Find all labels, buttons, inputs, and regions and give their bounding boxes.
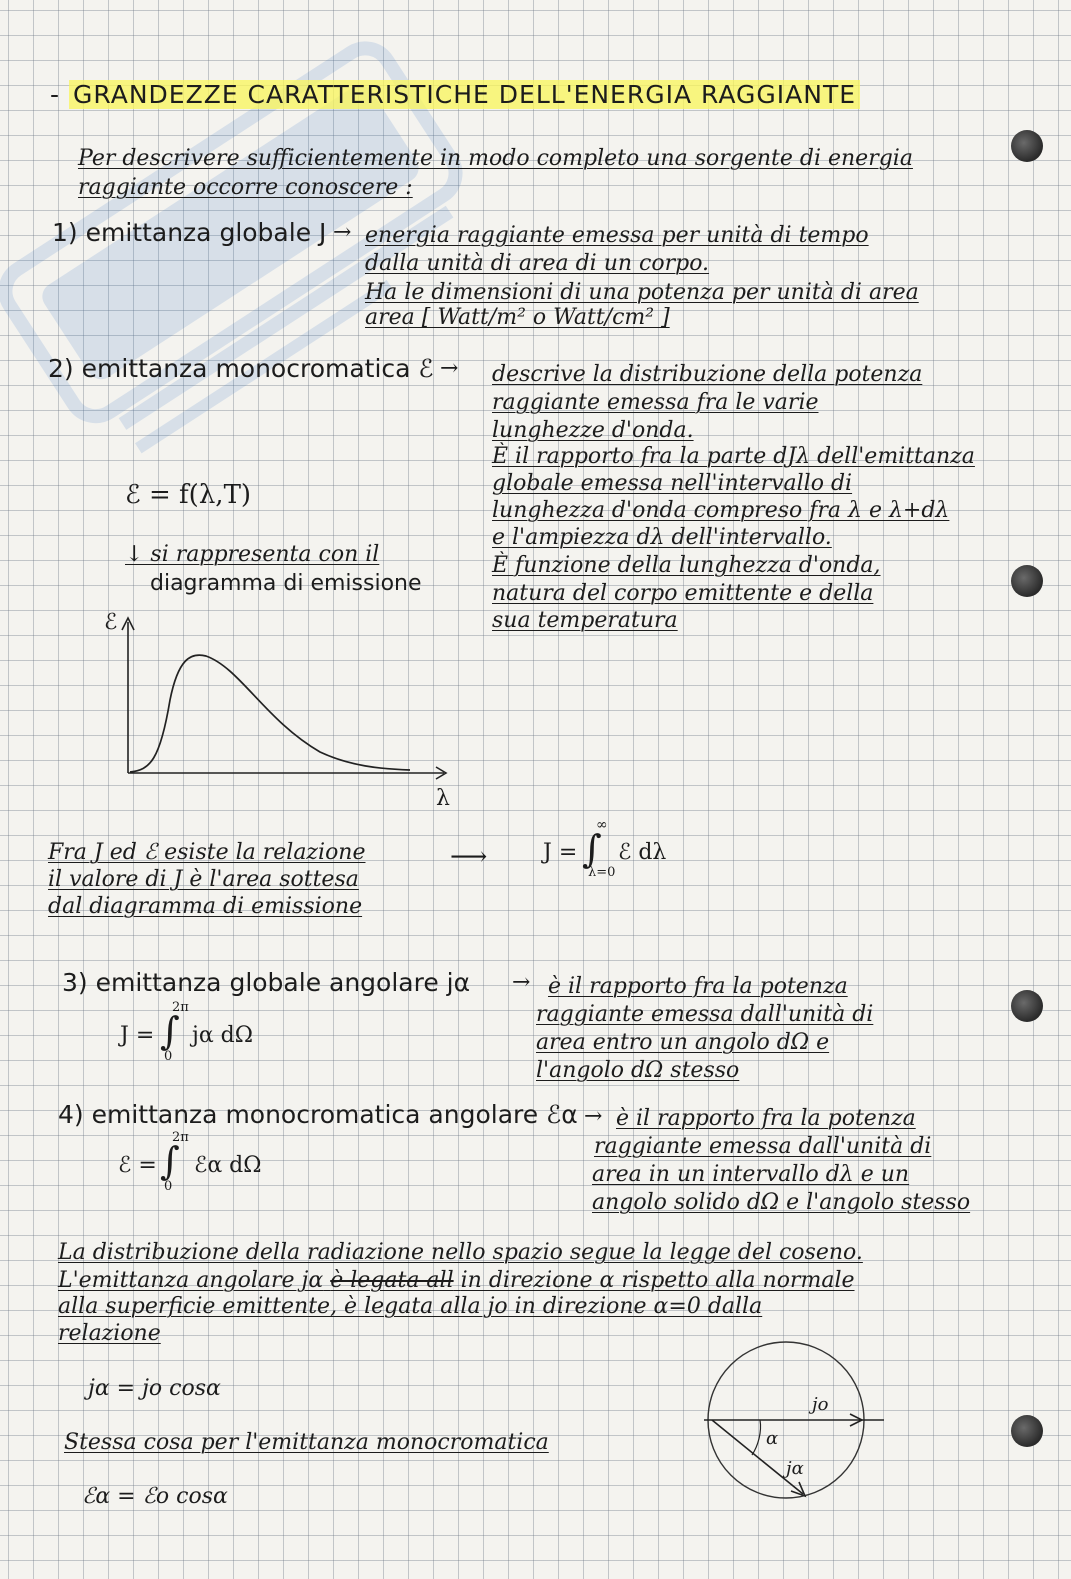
item2-desc-line: È funzione della lunghezza d'onda, [492, 553, 881, 578]
item1-desc-line: dalla unità di area di un corpo. [365, 251, 710, 276]
item1-desc-line: energia raggiante emessa per unità di tempo [365, 223, 869, 248]
relation-formula-sub: λ=0 [588, 865, 616, 880]
integral-sign: ∫ [160, 1009, 180, 1053]
item4-formula-sub: 0 [164, 1179, 173, 1194]
item3-desc-line: è il rapporto fra la potenza [548, 974, 848, 999]
item1-label: 1) emittanza globale J [52, 218, 327, 247]
item4-formula-rhs: ℰα dΩ [194, 1153, 262, 1178]
item2-desc-line: raggiante emessa fra le varie [492, 390, 819, 415]
intro-line: Per descrivere sufficientemente in modo completo una sorgente di energia [78, 146, 913, 171]
title-text: GRANDEZZE CARATTERISTICHE DELL'ENERGIA RAGGIANTE [69, 80, 860, 109]
cosine-text-line: relazione [58, 1321, 161, 1346]
item3-label: 3) emittanza globale angolare jα [62, 968, 471, 997]
cosine-label-jo: jo [812, 1394, 829, 1415]
item3-arrow: → [512, 970, 531, 995]
item4-formula-lhs: ℰ = [118, 1153, 157, 1178]
relation-formula-sup: ∞ [596, 817, 608, 833]
cosine-formula-1: jα = jo cosα [88, 1376, 221, 1401]
item4-desc-line: è il rapporto fra la potenza [616, 1106, 916, 1131]
item3-formula-sup: 2π [172, 1000, 189, 1015]
relation-formula-rhs: ℰ dλ [618, 840, 667, 865]
item3-desc-line: l'angolo dΩ stesso [536, 1058, 740, 1083]
cosine-formula-2: ℰα = ℰo cosα [82, 1484, 228, 1509]
relation-line: dal diagramma di emissione [48, 894, 363, 919]
item2-desc-line: natura del corpo emittente e della [492, 581, 874, 606]
cosine-label-ja: jα [786, 1458, 804, 1479]
item1-desc-line: Ha le dimensioni di una potenza per unità di area [365, 280, 919, 305]
item2-desc-line: descrive la distribuzione della potenza [492, 362, 923, 387]
item4-formula-sup: 2π [172, 1130, 189, 1145]
item2-desc-line: globale emessa nell'intervallo di [492, 471, 853, 496]
item2-desc-line: lunghezza d'onda compreso fra λ e λ+dλ [492, 498, 950, 523]
item2-note-line: ↓ si rappresenta con il [125, 542, 380, 567]
item1-desc-line: area [ Watt/m² o Watt/cm² ] [365, 305, 670, 330]
relation-line: Fra J ed ℰ esiste la relazione [48, 840, 366, 865]
item2-label: 2) emittanza monocromatica ℰ [48, 354, 434, 383]
item2-note-line: diagramma di emissione [150, 571, 422, 596]
item4-desc-line: raggiante emessa dall'unità di [594, 1134, 932, 1159]
item3-formula-lhs: J = [120, 1023, 155, 1048]
item4-desc-line: area in un intervallo dλ e un [592, 1162, 910, 1187]
cosine-text-line: alla superficie emittente, è legata alla jo in direzione α=0 dalla [58, 1294, 763, 1319]
item2-formula: ℰ = f(λ,T) [125, 480, 252, 510]
item2-desc-line: sua temperatura [492, 608, 678, 633]
item3-formula-sub: 0 [164, 1049, 173, 1064]
cosine-text-part: L'emittanza angolare jα [58, 1268, 324, 1293]
integral-sign: ∫ [582, 827, 602, 871]
title-dash: - [50, 80, 61, 109]
relation-arrow: ⟶ [450, 842, 488, 872]
integral-sign: ∫ [160, 1139, 180, 1183]
item1-arrow: → [333, 220, 352, 245]
item3-desc-line: area entro un angolo dΩ e [536, 1030, 830, 1055]
relation-line: il valore di J è l'area sottesa [48, 867, 359, 892]
struck-text: è legata all [330, 1268, 454, 1293]
cosine-text-line: La distribuzione della radiazione nello spazio segue la legge del coseno. [58, 1240, 863, 1265]
item2-arrow: → [440, 356, 459, 381]
relation-formula-lhs: J = [543, 840, 578, 865]
cosine-same-text: Stessa cosa per l'emittanza monocromatica [64, 1430, 549, 1455]
intro-line: raggiante occorre conoscere : [78, 175, 413, 200]
cosine-text-part: in direzione α rispetto alla normale [460, 1268, 855, 1293]
item2-desc-line: È il rapporto fra la parte dJλ dell'emittanza [492, 444, 975, 469]
cosine-label-alpha: α [766, 1428, 779, 1449]
item4-label: 4) emittanza monocromatica angolare ℰα [58, 1100, 578, 1129]
item3-desc-line: raggiante emessa dall'unità di [536, 1002, 874, 1027]
item2-desc-line: lunghezze d'onda. [492, 418, 694, 443]
diagram-x-label: λ [436, 786, 450, 811]
item4-desc-line: angolo solido dΩ e l'angolo stesso [592, 1190, 971, 1215]
diagram-y-label: ℰ [104, 610, 118, 635]
item3-formula-rhs: jα dΩ [192, 1023, 253, 1048]
item4-arrow: → [584, 1104, 603, 1129]
item2-desc-line: e l'ampiezza dλ dell'intervallo. [492, 525, 832, 550]
